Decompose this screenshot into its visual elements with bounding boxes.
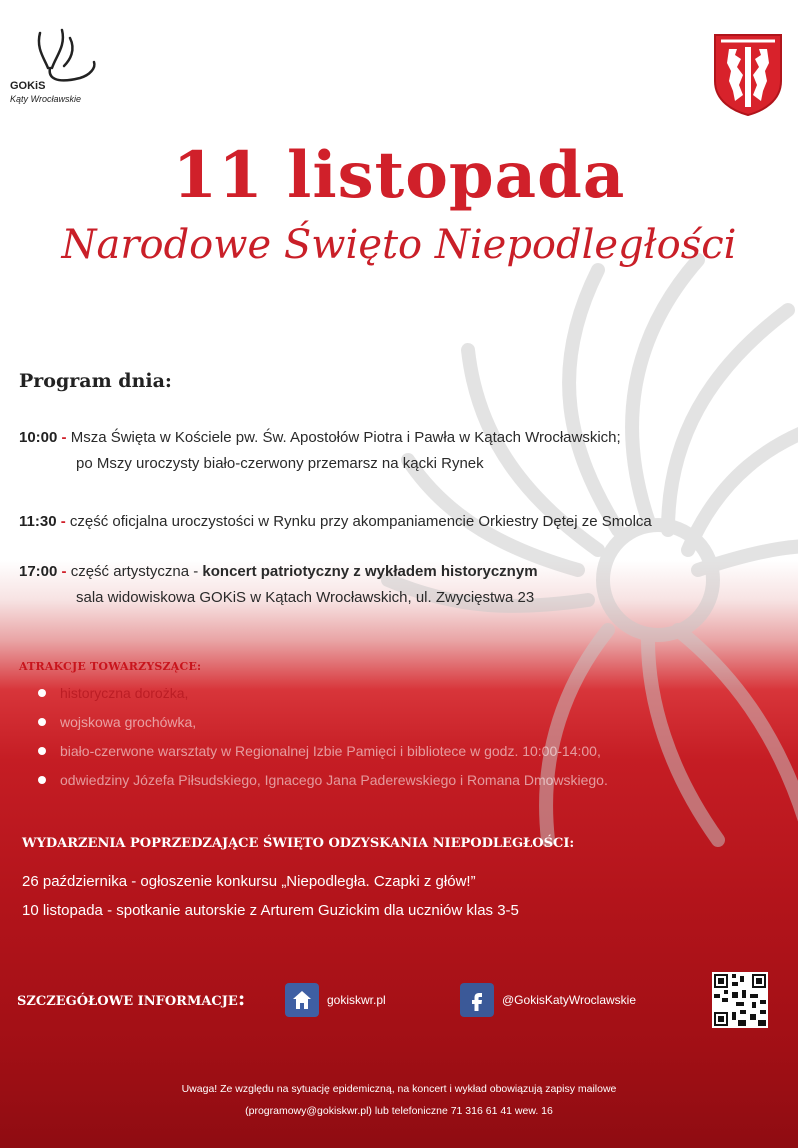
coat-of-arms-icon — [713, 33, 783, 117]
attraction-text: wojskowa grochówka, — [60, 714, 197, 730]
bullet-icon — [38, 747, 46, 755]
facebook-link[interactable] — [460, 983, 636, 1017]
program-dash: - — [57, 429, 71, 446]
program-time: 10:00 — [19, 429, 58, 446]
gokis-logo — [10, 28, 100, 118]
program-dash: - — [57, 563, 71, 580]
epidemic-notice — [0, 1078, 798, 1122]
list-item — [38, 741, 608, 761]
attractions-heading: ATRAKCJE TOWARZYSZĄCE: — [19, 660, 202, 673]
attraction-text: historyczna dorożka, — [60, 685, 189, 701]
program-continuation: sala widowiskowa GOKiS w Kątach Wrocławskich, ul. Zwycięstwa 23 — [76, 589, 535, 606]
list-item — [38, 712, 608, 732]
logo-subtitle: Kąty Wrocławskie — [10, 94, 82, 104]
logo-name: GOKiS — [10, 80, 46, 92]
facebook-icon — [460, 983, 494, 1017]
program-time: 17:00 — [19, 563, 58, 580]
program-item — [19, 428, 621, 474]
program-item — [19, 562, 538, 608]
info-heading — [17, 986, 245, 1010]
program-text: część oficjalna uroczystości w Rynku przy akompaniamencie Orkiestry Dętej ze Smolca — [69, 513, 652, 530]
program-dash: - — [56, 513, 70, 530]
website-text: gokiskwr.pl — [327, 993, 386, 1007]
attractions-list — [38, 683, 608, 799]
page-subtitle: Narodowe Święto Niepodległości — [61, 222, 737, 268]
notice-line: (programowy@gokiskwr.pl) lub telefoniczne 71 316 61 41 wew. 16 — [245, 1105, 553, 1117]
page-title: 11 listopada — [172, 138, 626, 213]
program-bold-text: koncert patriotyczny z wykładem historycznym — [202, 563, 538, 580]
notice-line: Uwaga! Ze względu na sytuację epidemiczną, na koncert i wykład obowiązują zapisy mailowe — [181, 1083, 617, 1095]
events-list — [22, 872, 519, 930]
bullet-icon — [38, 689, 46, 697]
program-heading: Program dnia: — [19, 370, 172, 392]
home-icon — [285, 983, 319, 1017]
website-link[interactable] — [285, 983, 386, 1017]
attraction-text: biało-czerwone warsztaty w Regionalnej Izbie Pamięci i bibliotece w godz. 10:00-14:00, — [60, 743, 601, 759]
list-item — [38, 683, 608, 703]
program-text: Msza Święta w Kościele pw. Św. Apostołów Piotra i Pawła w Kątach Wrocławskich; — [70, 429, 621, 446]
info-heading-colon: : — [237, 986, 246, 1010]
facebook-text: @GokisKatyWroclawskie — [502, 993, 636, 1007]
qr-code-icon[interactable] — [712, 972, 768, 1028]
program-time: 11:30 — [19, 513, 57, 530]
list-item: 26 października - ogłoszenie konkursu „Niepodległa. Czapki z głów!” — [22, 873, 476, 890]
program-text: część artystyczna - — [70, 563, 203, 580]
bullet-icon — [38, 776, 46, 784]
bullet-icon — [38, 718, 46, 726]
dancer-icon — [10, 28, 100, 88]
list-item — [38, 770, 608, 790]
info-heading-text: SZCZEGÓŁOWE INFORMACJE — [17, 994, 238, 1009]
events-heading: WYDARZENIA POPRZEDZAJĄCE ŚWIĘTO ODZYSKANIA NIEPODLEGŁOŚCI: — [22, 836, 575, 851]
program-continuation: po Mszy uroczysty biało-czerwony przemarsz na kącki Rynek — [76, 455, 484, 472]
program-item — [19, 512, 652, 532]
list-item: 10 listopada - spotkanie autorskie z Arturem Guzickim dla uczniów klas 3-5 — [22, 902, 519, 919]
attraction-text: odwiedziny Józefa Piłsudskiego, Ignacego Jana Paderewskiego i Romana Dmowskiego. — [60, 772, 608, 788]
